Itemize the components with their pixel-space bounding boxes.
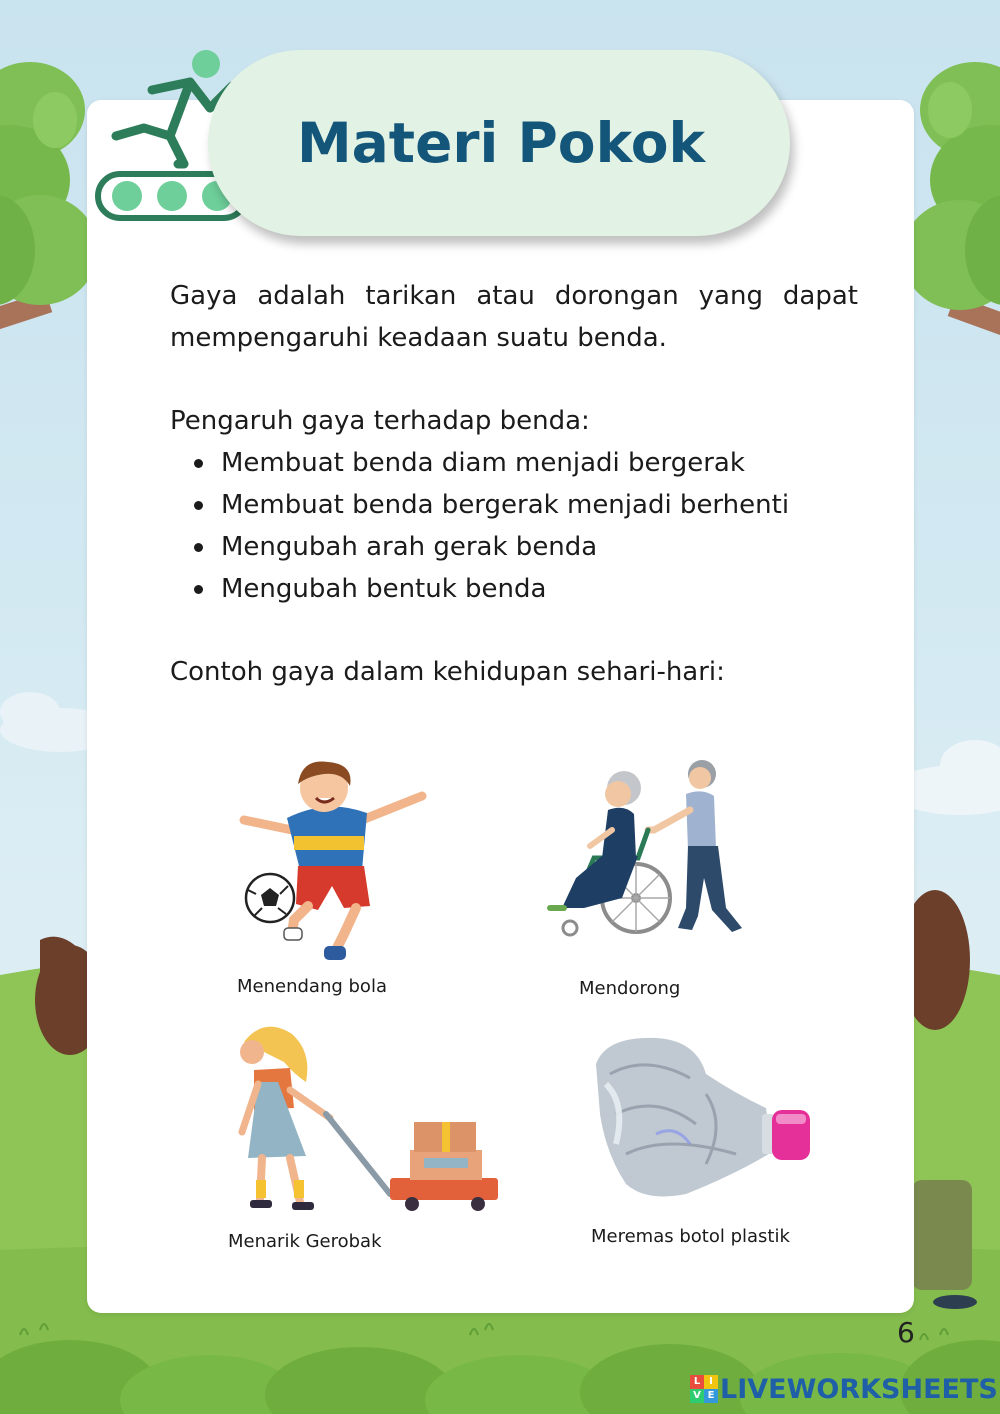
effects-list bbox=[170, 442, 858, 610]
list-item: Membuat benda bergerak menjadi berhenti bbox=[170, 484, 858, 526]
tree-right bbox=[902, 62, 1000, 340]
girl-pulling-cart-illustration bbox=[234, 1022, 500, 1218]
page-title: Materi Pokok bbox=[296, 111, 706, 175]
caption-pushing: Mendorong bbox=[579, 978, 681, 999]
list-item: Mengubah bentuk benda bbox=[170, 568, 858, 610]
definition-text: Gaya adalah tarikan atau dorongan yang dapat mempengaruhi keadaan suatu benda. bbox=[170, 281, 858, 353]
brand-name: LIVEWORKSHEETS bbox=[720, 1373, 998, 1405]
page-number: 6 bbox=[897, 1316, 915, 1349]
list-item: Membuat benda diam menjadi bergerak bbox=[170, 442, 858, 484]
liveworksheets-logo-icon: L I V E bbox=[690, 1375, 718, 1403]
liveworksheets-brand bbox=[690, 1372, 998, 1406]
caption-pulling: Menarik Gerobak bbox=[228, 1231, 382, 1252]
bullet-icon bbox=[194, 585, 203, 594]
crushed-plastic-bottle-illustration bbox=[586, 1034, 816, 1204]
bullet-icon bbox=[194, 501, 203, 510]
examples-heading: Contoh gaya dalam kehidupan sehari-hari: bbox=[170, 657, 725, 687]
caption-kicking: Menendang bola bbox=[237, 976, 387, 997]
person-pushing-wheelchair-illustration bbox=[542, 758, 752, 943]
title-banner bbox=[208, 50, 790, 236]
tree-left bbox=[0, 62, 98, 331]
bullet-icon bbox=[194, 543, 203, 552]
list-item: Mengubah arah gerak benda bbox=[170, 526, 858, 568]
caption-squeezing: Meremas botol plastik bbox=[591, 1226, 790, 1247]
boy-kicking-ball-illustration bbox=[232, 758, 432, 968]
bullet-icon bbox=[194, 459, 203, 468]
effects-heading: Pengaruh gaya terhadap benda: bbox=[170, 406, 590, 436]
